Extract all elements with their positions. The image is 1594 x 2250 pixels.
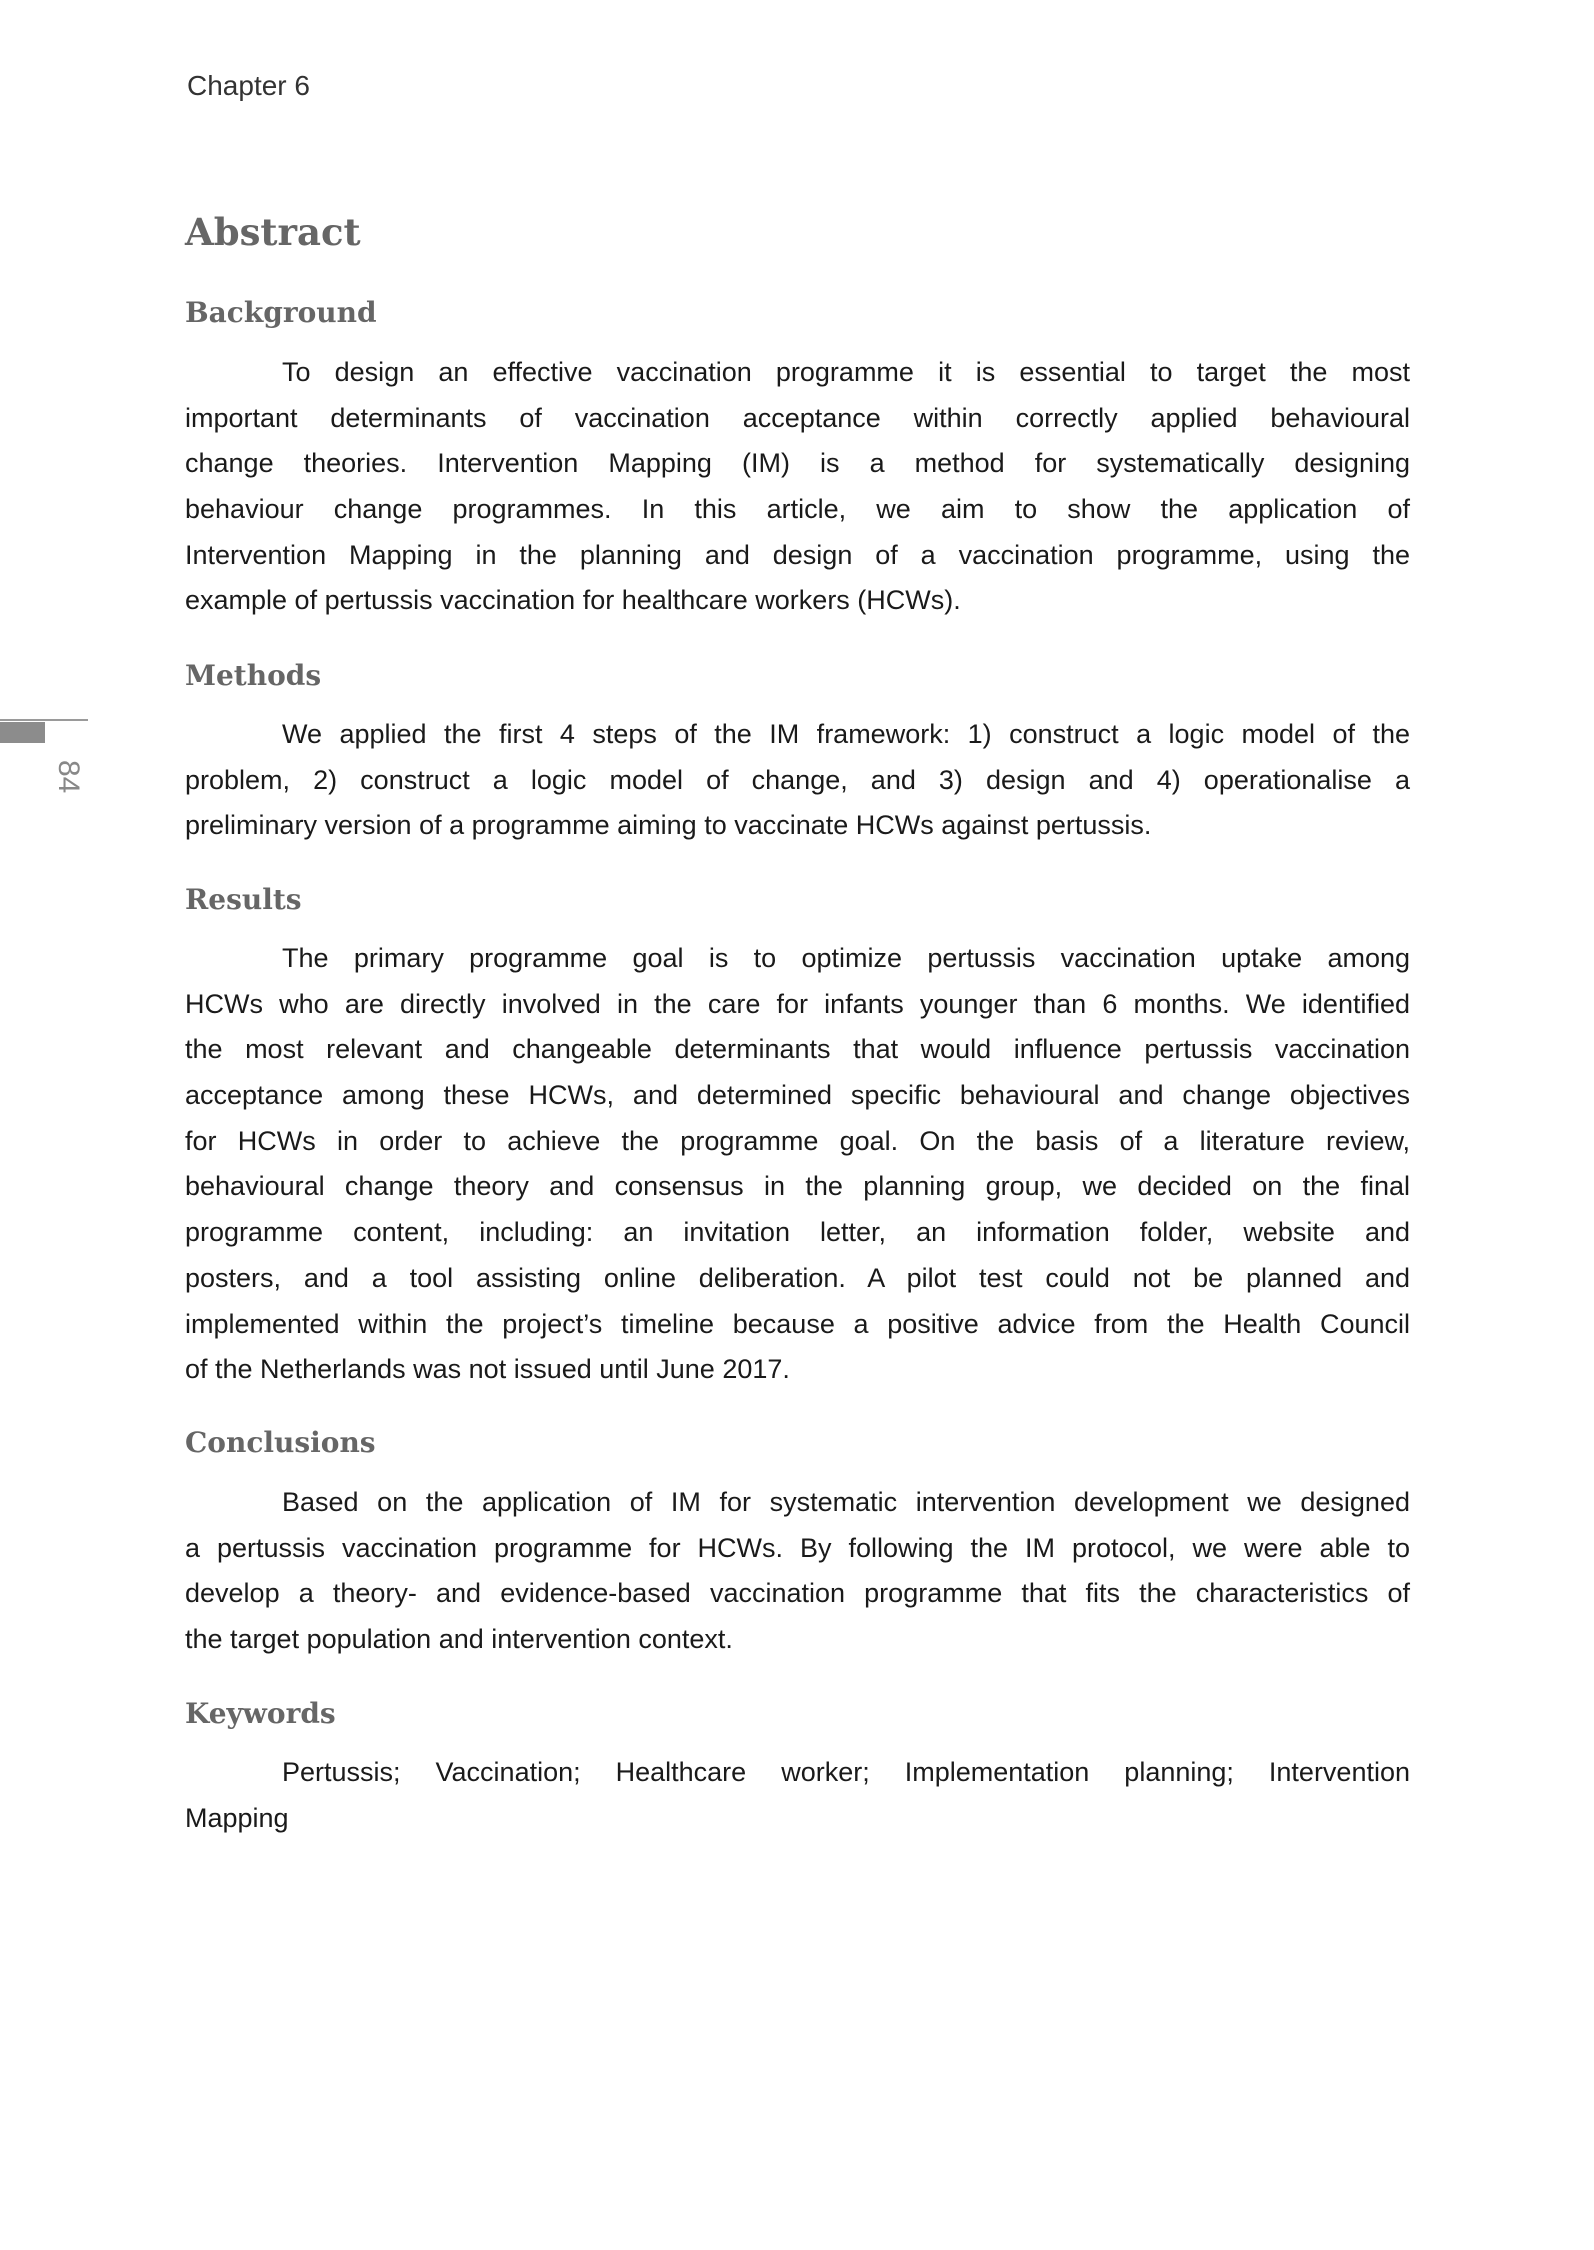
section-heading-methods: Methods bbox=[185, 659, 322, 692]
paragraph-line: problem, 2) construct a logic model of change, and 3) design and 4) operationalise a bbox=[185, 764, 1410, 795]
section-paragraph-keywords bbox=[185, 1750, 1410, 1841]
section-paragraph-methods bbox=[185, 712, 1410, 849]
paragraph-line: posters, and a tool assisting online deliberation. A pilot test could not be planned and bbox=[185, 1262, 1410, 1293]
paragraph-line: a pertussis vaccination programme for HCWs. By following the IM protocol, we were able to bbox=[185, 1532, 1410, 1563]
paragraph-line: HCWs who are directly involved in the care for infants younger than 6 months. We identified bbox=[185, 988, 1410, 1019]
section-heading-conclusions: Conclusions bbox=[185, 1426, 376, 1459]
paragraph-line: preliminary version of a programme aiming to vaccinate HCWs against pertussis. bbox=[185, 810, 1152, 841]
section-heading-background: Background bbox=[185, 296, 377, 329]
paragraph-line: Mapping bbox=[185, 1802, 289, 1833]
paragraph-line: example of pertussis vaccination for healthcare workers (HCWs). bbox=[185, 585, 961, 616]
abstract-title: Abstract bbox=[185, 210, 361, 254]
paragraph-line: programme content, including: an invitation letter, an information folder, website and bbox=[185, 1217, 1410, 1248]
section-heading-keywords: Keywords bbox=[185, 1697, 336, 1730]
paragraph-line: Intervention Mapping in the planning and design of a vaccination programme, using the bbox=[185, 539, 1410, 570]
paragraph-line: important determinants of vaccination acceptance within correctly applied behavioural bbox=[185, 402, 1410, 433]
paragraph-line: behavioural change theory and consensus in the planning group, we decided on the final bbox=[185, 1171, 1410, 1202]
paragraph-line: change theories. Intervention Mapping (IM) is a method for systematically designing bbox=[185, 448, 1410, 479]
page-tab-line bbox=[0, 719, 88, 721]
running-header-chapter: Chapter 6 bbox=[187, 70, 310, 101]
paragraph-line: To design an effective vaccination programme it is essential to target the most bbox=[282, 357, 1410, 387]
paragraph-line: acceptance among these HCWs, and determined specific behavioural and change objectives bbox=[185, 1080, 1410, 1111]
paragraph-line: We applied the first 4 steps of the IM framework: 1) construct a logic model of the bbox=[282, 719, 1410, 749]
paragraph-line: for HCWs in order to achieve the programme goal. On the basis of a literature review, bbox=[185, 1125, 1410, 1156]
paragraph-line: develop a theory- and evidence-based vaccination programme that fits the characteristics of bbox=[185, 1578, 1410, 1609]
section-paragraph-conclusions bbox=[185, 1480, 1410, 1663]
paragraph-line: The primary programme goal is to optimize pertussis vaccination uptake among bbox=[282, 943, 1410, 973]
section-paragraph-background bbox=[185, 350, 1410, 624]
paragraph-line: Based on the application of IM for systematic intervention development we designed bbox=[282, 1487, 1410, 1517]
paragraph-line: Pertussis; Vaccination; Healthcare worker; Implementation planning; Intervention bbox=[282, 1757, 1410, 1787]
section-heading-results: Results bbox=[185, 883, 302, 916]
section-paragraph-results bbox=[185, 936, 1410, 1393]
paragraph-line: the most relevant and changeable determinants that would influence pertussis vaccination bbox=[185, 1034, 1410, 1065]
page-number: 84 bbox=[52, 760, 85, 794]
paragraph-line: implemented within the project’s timeline because a positive advice from the Health Council bbox=[185, 1308, 1410, 1339]
paragraph-line: of the Netherlands was not issued until June 2017. bbox=[185, 1354, 790, 1385]
page-tab-marker bbox=[0, 722, 45, 743]
paragraph-line: the target population and intervention context. bbox=[185, 1624, 733, 1655]
paragraph-line: behaviour change programmes. In this article, we aim to show the application of bbox=[185, 494, 1410, 525]
